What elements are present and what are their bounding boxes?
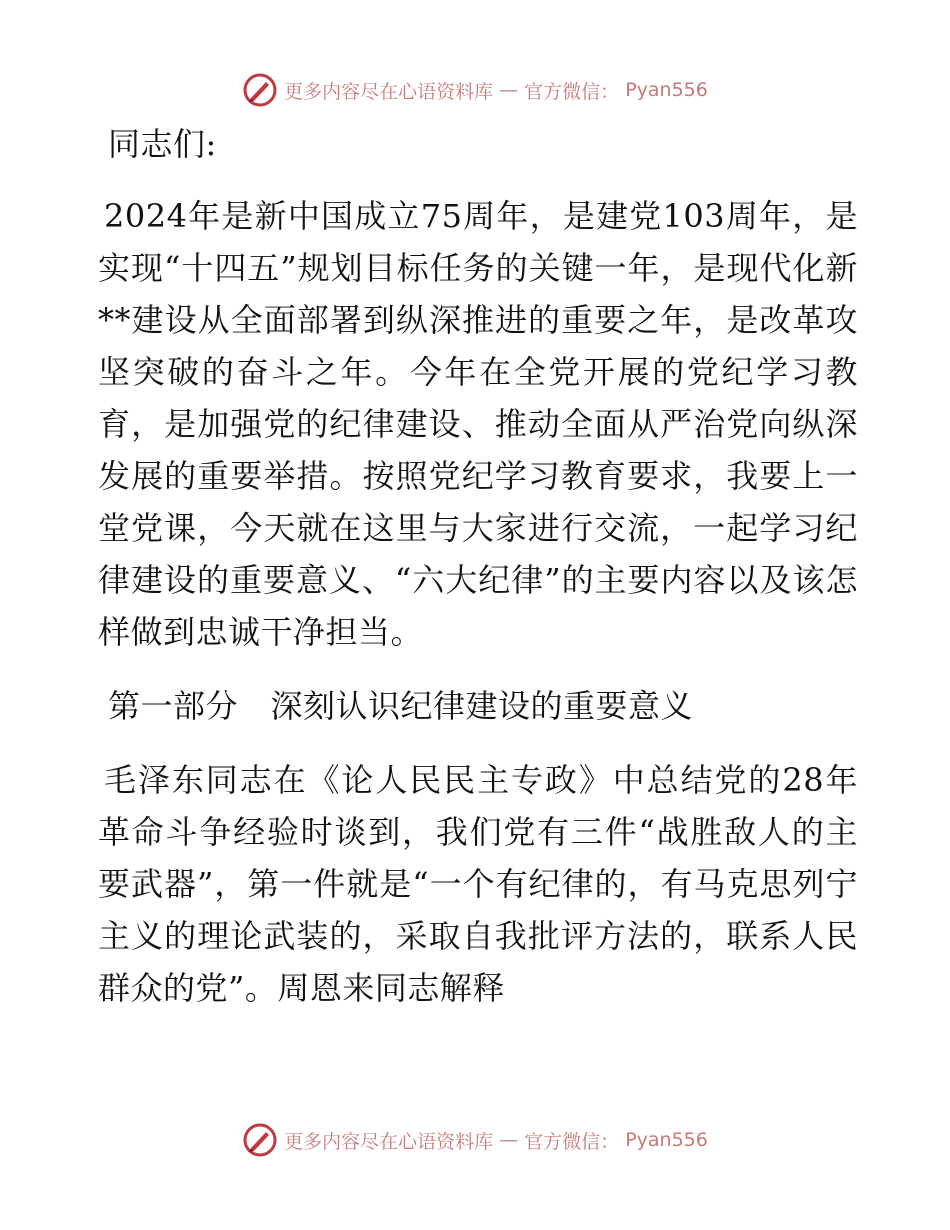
watermark-wechat-label: 官方微信：	[524, 1130, 620, 1153]
paragraph-mao: 毛泽东同志在《论人民民主专政》中总结党的28年革命斗争经验时谈到，我们党有三件“战胜敌人的主要武器”，第一件就是“一个有纪律的，有马克思列宁主义的理论武装的，采取自我批评方法的，联系人民群众的党”。周恩来同志解释	[98, 761, 858, 1007]
footer-watermark	[0, 1120, 950, 1160]
header-watermark	[0, 70, 950, 110]
paragraph-intro: 2024年是新中国成立75周年，是建党103周年，是实现“十四五”规划目标任务的关键一年，是现代化新**建设从全面部署到纵深推进的重要之年，是改革攻坚突破的奋斗之年。今年在全党开展的党纪学习教育，是加强党的纪律建设、推动全面从严治党向纵深发展的重要举措。按照党纪学习教育要求，我要上一堂党课，今天就在这里与大家进行交流，一起学习纪律建设的重要意义、“六大纪律”的主要内容以及该怎样做到忠诚干净担当。	[98, 197, 858, 651]
watermark-wechat-id: Pyan556	[625, 79, 708, 101]
watermark-library-text: 更多内容尽在心语资料库	[284, 1130, 494, 1153]
pen-logo-icon	[242, 72, 278, 108]
section-heading: 第一部分 深刻认识纪律建设的重要意义	[108, 687, 694, 725]
salutation: 同志们:	[108, 125, 217, 163]
document-body	[98, 118, 858, 1014]
pen-logo-icon	[242, 1122, 278, 1158]
watermark-library-text: 更多内容尽在心语资料库	[284, 80, 494, 103]
watermark-wechat-id: Pyan556	[625, 1129, 708, 1151]
watermark-separator: —	[499, 1129, 519, 1151]
watermark-separator: —	[499, 79, 519, 101]
watermark-wechat-label: 官方微信：	[524, 80, 620, 103]
